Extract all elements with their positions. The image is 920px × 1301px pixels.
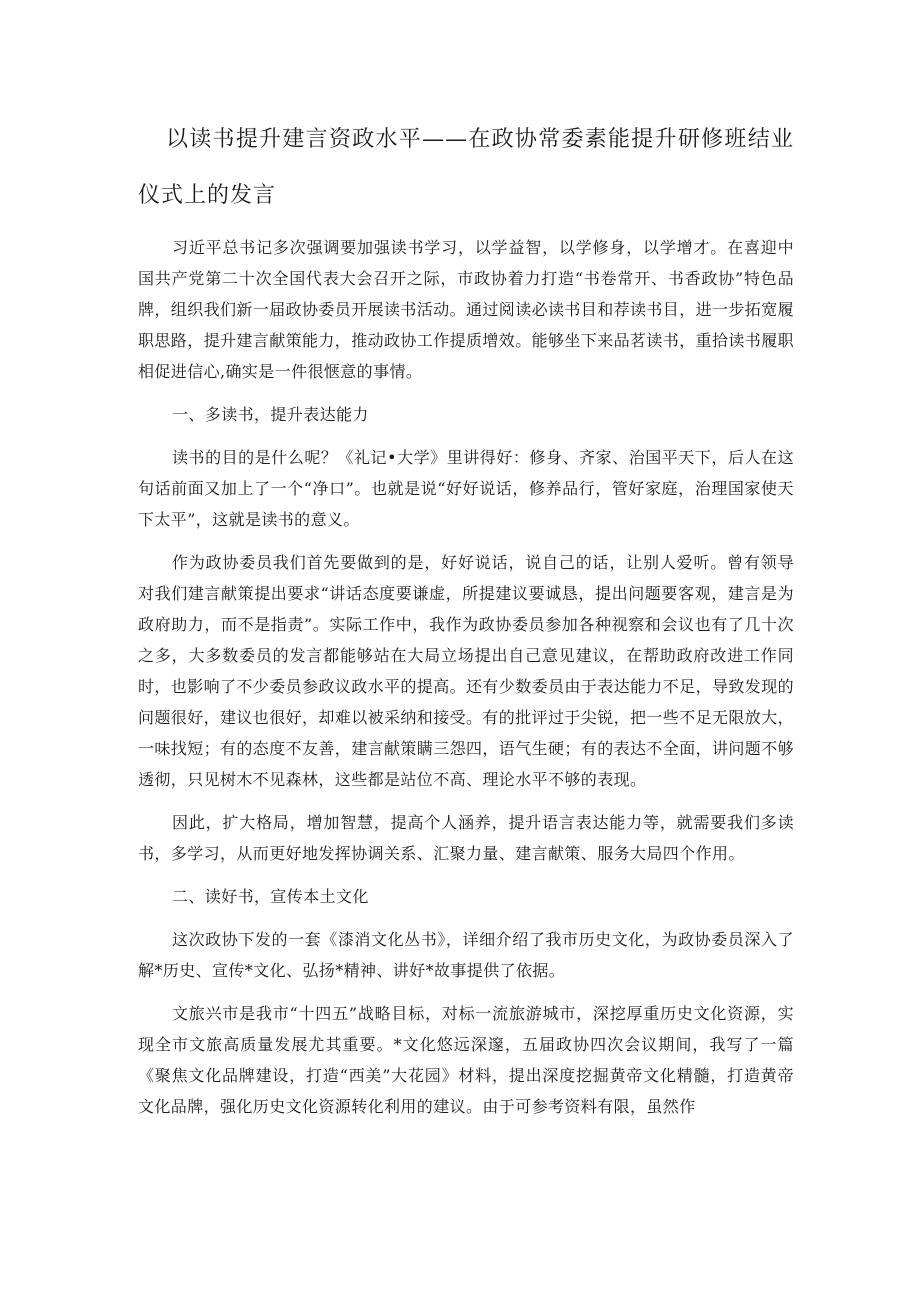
paragraph-expression: 作为政协委员我们首先要做到的是，好好说话，说自己的话，让别人爱听。曾有领导对我们建言献策提出要求“讲话态度要谦虚，所提建议要诚恳，提出问题要客观，建言是为政府助力，而不是指责”。实际工作中，我作为政协委员参加各种视察和会议也有了几十次之多，大多数委员的发言都能够站在大局立场提出自己意见建议，在帮助政府改进工作同时，也影响了不少委员参政议政水平的提高。还有少数委员由于表达能力不足，导致发现的问题很好，建议也很好，却难以被采纳和接受。有的批评过于尖锐，把一些不足无限放大，一味找短；有的态度不友善，建言献策瞒三怨四，语气生硬；有的表达不全面，讲问题不够透彻，只见树木不见森林，这些都是站位不高、理论水平不够的表现。 bbox=[138, 553, 795, 789]
document-title: 以读书提升建言资政水平——在政协常委素能提升研修班结业仪式上的发言 bbox=[138, 127, 794, 208]
document-body bbox=[138, 112, 794, 1134]
paragraph-conclusion-1: 因此，扩大格局，增加智慧，提高个人涵养，提升语言表达能力等，就需要我们多读书，多学习，从而更好地发挥协调关系、汇聚力量、建言献策、服务大局四个作用。 bbox=[138, 813, 794, 863]
paragraph-culture-tourism: 文旅兴市是我市“十四五”战略目标，对标一流旅游城市，深挖厚重历史文化资源，实现全市文旅高质量发展尤其重要。*文化悠远深邃，五届政协四次会议期间，我写了一篇《聚焦文化品牌建设，打造“西美”大花园》材料，提出深度挖掘黄帝文化精髓，打造黄帝文化品牌，强化历史文化资源转化利用的建议。由于可参考资料有限，虽然作 bbox=[138, 1004, 794, 1116]
paragraph-book-series: 这次政协下发的一套《漆消文化丛书》，详细介绍了我市历史文化，为政协委员深入了解*历史、宣传*文化、弘扬*精神、讲好*故事提供了依据。 bbox=[138, 930, 794, 980]
section-heading-1: 一、多读书，提升表达能力 bbox=[172, 405, 369, 424]
paragraph-reading-purpose: 读书的目的是什么呢？《礼记•大学》里讲得好：修身、齐家、治国平天下，后人在这句话前面又加上了一个“净口”。也就是说“好好说话，修养品行，管好家庭，治理国家使天下太平”，这就是读书的意义。 bbox=[138, 448, 794, 529]
section-heading-2: 二、读好书，宣传本土文化 bbox=[172, 887, 369, 906]
paragraph-intro: 习近平总书记多次强调要加强读书学习，以学益智，以学修身，以学增才。在喜迎中国共产党第二十次全国代表大会召开之际，市政协着力打造“书卷常开、书香政协”特色品牌，组织我们新一届政协委员开展读书活动。通过阅读必读书目和荐读书目，进一步拓宽履职思路，提升建言献策能力，推动政协工作提质增效。能够坐下来品茗读书，重拾读书履职相促进信心,确实是一件很惬意的事情。 bbox=[138, 238, 795, 381]
